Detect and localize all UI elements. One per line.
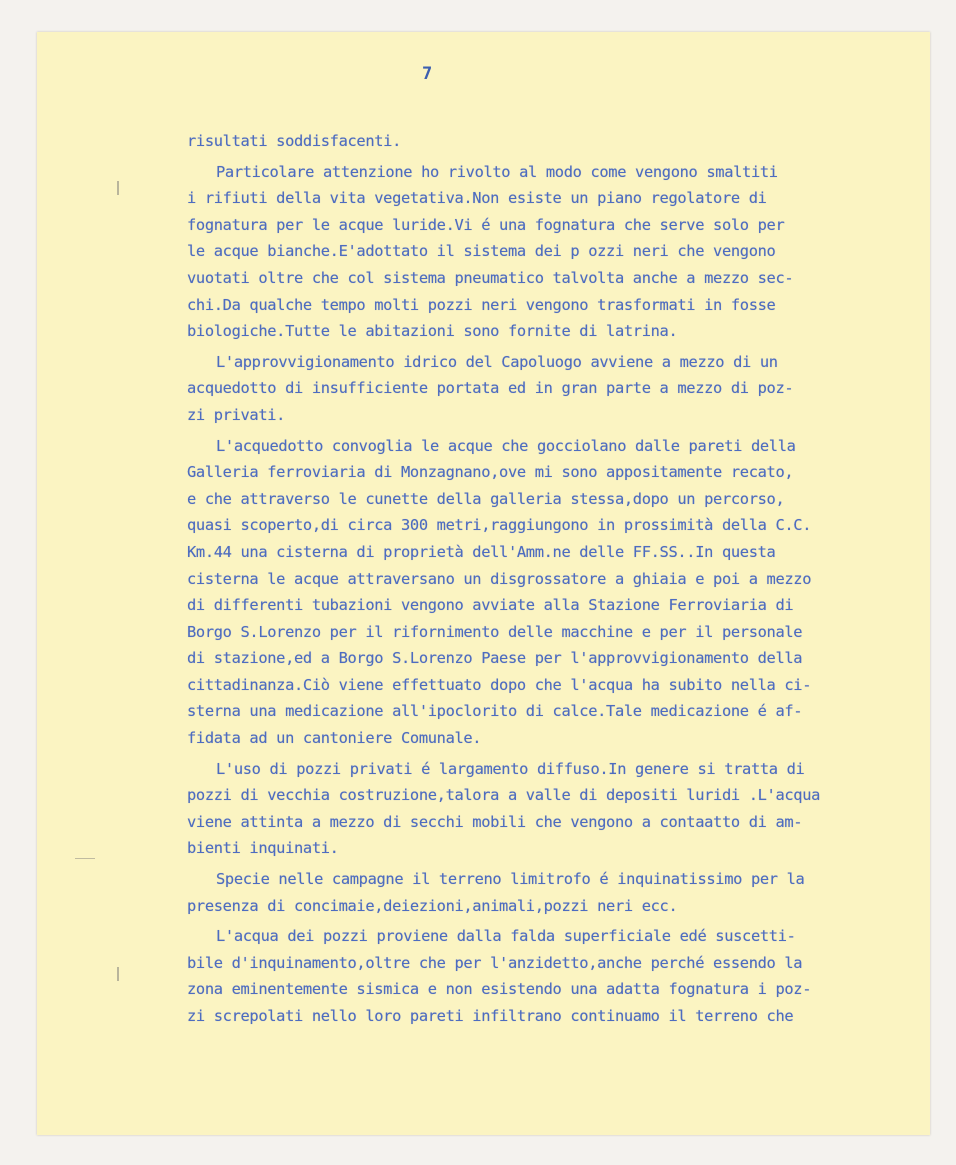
margin-mark — [75, 858, 95, 859]
text-line: Specie nelle campagne il terreno limitrofo é inquinatissimo per la — [216, 870, 805, 889]
text-line: di stazione,ed a Borgo S.Lorenzo Paese per l'approvvigionamento della — [187, 649, 803, 668]
text-line: Particolare attenzione ho rivolto al modo come vengono smaltiti — [216, 162, 778, 181]
binding-mark — [117, 967, 119, 981]
text-line: chi.Da qualche tempo molti pozzi neri vengono trasformati in fosse — [187, 295, 776, 314]
text-line: Km.44 una cisterna di proprietà dell'Amm.ne delle FF.SS..In questa — [187, 542, 776, 561]
text-line: e che attraverso le cunette della galleria stessa,dopo un percorso, — [187, 489, 785, 508]
text-line: cisterna le acque attraversano un disgrossatore a ghiaia e poi a mezzo — [187, 569, 812, 588]
text-line: presenza di concimaie,deiezioni,animali,pozzi neri ecc. — [187, 896, 678, 915]
text-line: bienti inquinati. — [187, 839, 339, 858]
text-line: le acque bianche.E'adottato il sistema dei p ozzi neri che vengono — [187, 242, 776, 261]
text-line: biologiche.Tutte le abitazioni sono fornite di latrina. — [187, 322, 678, 341]
text-line: L'approvvigionamento idrico del Capoluogo avviene a mezzo di un — [216, 352, 778, 371]
text-line: fognatura per le acque luride.Vi é una fognatura che serve solo per — [187, 215, 785, 234]
text-line: acquedotto di insufficiente portata ed in gran parte a mezzo di poz- — [187, 379, 794, 398]
document-page — [37, 32, 930, 1135]
text-line: bile d'inquinamento,oltre che per l'anzidetto,anche perché essendo la — [187, 953, 803, 972]
text-line: L'uso di pozzi privati é largamento diffuso.In genere si tratta di — [216, 759, 805, 778]
text-line: Borgo S.Lorenzo per il rifornimento delle macchine e per il personale — [187, 622, 803, 641]
page-number: 7 — [422, 64, 433, 84]
text-line: i rifiuti della vita vegetativa.Non esiste un piano regolatore di — [187, 189, 767, 208]
text-line: viene attinta a mezzo di secchi mobili che vengono a contaatto di am- — [187, 812, 803, 831]
text-line: sterna una medicazione all'ipoclorito di calce.Tale medicazione é af- — [187, 702, 803, 721]
text-line: di differenti tubazioni vengono avviate alla Stazione Ferroviaria di — [187, 596, 794, 615]
text-line: zona eminentemente sismica e non esistendo una adatta fognatura i poz- — [187, 980, 812, 999]
text-line: risultati soddisfacenti. — [187, 132, 401, 150]
text-line: Galleria ferroviaria di Monzagnano,ove mi sono appositamente recato, — [187, 463, 794, 482]
text-line: L'acqua dei pozzi proviene dalla falda superficiale edé suscetti- — [216, 927, 796, 946]
text-line: pozzi di vecchia costruzione,talora a valle di depositi luridi .L'acqua — [187, 786, 821, 805]
text-line: zi privati. — [187, 405, 286, 424]
text-line: zi screpolati nello loro pareti infiltrano continuamo il terreno che — [187, 1007, 794, 1025]
text-line: cittadinanza.Ciò viene effettuato dopo che l'acqua ha subito nella ci- — [187, 675, 812, 694]
binding-mark — [117, 181, 119, 195]
text-line: quasi scoperto,di circa 300 metri,raggiungono in prossimità della C.C. — [187, 516, 812, 535]
text-line: L'acquedotto convoglia le acque che gocciolano dalle pareti della — [216, 436, 796, 455]
text-line: vuotati oltre che col sistema pneumatico talvolta anche a mezzo sec- — [187, 268, 794, 287]
text-line: fidata ad un cantoniere Comunale. — [187, 729, 482, 748]
typewritten-body — [187, 128, 907, 1030]
